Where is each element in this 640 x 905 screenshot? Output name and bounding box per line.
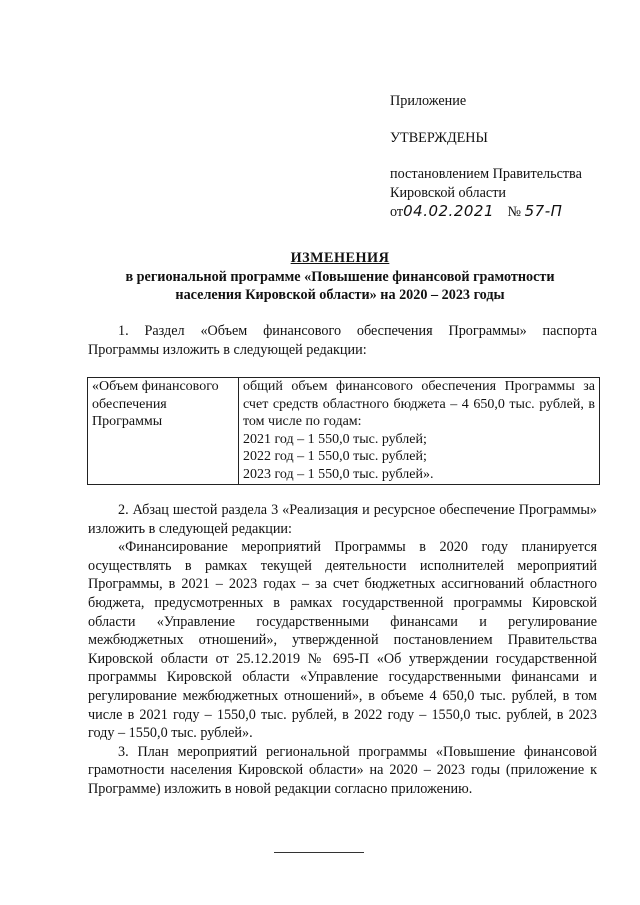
document-title <box>60 249 620 305</box>
table-label-cell: «Объем финансового обеспечения Программы <box>88 378 239 485</box>
handwritten-number: 57-П <box>524 202 563 221</box>
table-line: общий объем финансового обеспечения Программы за счет средств областного бюджета – 4 650,0 тыс. рублей, в том числе по годам: <box>243 379 595 430</box>
approved-by-line2: Кировской области <box>390 184 506 201</box>
paragraph-2-text: 2. Абзац шестой раздела 3 «Реализация и ресурсное обеспечение Программы» изложить в следующей редакции: <box>88 502 597 537</box>
paragraph-3-text: 3. План мероприятий региональной программы «Повышение финансовой грамотности населения Кировской области» на 2020 – 2023 годы (приложение к Программе) изложить в новой редакции согласно приложению. <box>88 743 597 797</box>
title-main: ИЗМЕНЕНИЯ <box>290 250 390 266</box>
table-line: 2022 год – 1 550,0 тыс. рублей; <box>243 449 427 465</box>
table-value-cell <box>239 378 600 485</box>
approved-label: УТВЕРЖДЕНЫ <box>390 129 488 146</box>
appendix-label: Приложение <box>390 93 467 109</box>
number-prefix: № <box>507 204 522 221</box>
approval-stamp <box>390 92 582 222</box>
title-sub-line1: в региональной программе «Повышение финансовой грамотности <box>125 268 555 285</box>
signature-divider <box>274 852 364 853</box>
handwritten-date: 04.02.2021 <box>403 202 494 221</box>
financing-table <box>87 377 600 485</box>
paragraph-2-quote: «Финансирование мероприятий Программы в 2020 году планируется осуществлять в рамках текущей деятельности исполнителей мероприятий Программы, в 2021 – 2023 годах – за счет бюджетных ассигнований областного бюджета, предусмотренных в рамках государственной программы Кировской области «Управление государственными финансами и регулирование межбюджетных отношений», утвержденной постановлением Правительства Кировской области от 25.12.2019 № 695-П «Об утверждении государственной программы Кировской области «Управление государственными финансами и регулирование межбюджетных отношений», в объеме 4 650,0 тыс. рублей, в том числе в 2021 году – 1550,0 тыс. рублей, в 2022 году – 1550,0 тыс. рублей, в 2023 году – 1550,0 тыс. рублей». <box>88 539 597 742</box>
approval-date-line <box>390 202 582 222</box>
title-sub-line2: населения Кировской области» на 2020 – 2023 годы <box>175 287 505 304</box>
paragraph-1 <box>88 322 597 359</box>
paragraph-2 <box>88 501 597 799</box>
approved-by-line1: постановлением Правительства <box>390 166 582 183</box>
table-line: 2021 год – 1 550,0 тыс. рублей; <box>243 431 427 447</box>
table-line: 2023 год – 1 550,0 тыс. рублей». <box>243 466 434 482</box>
table-row <box>88 378 600 485</box>
date-prefix: от <box>390 204 404 221</box>
paragraph-1-text: 1. Раздел «Объем финансового обеспечения Программы» паспорта Программы изложить в следующей редакции: <box>88 323 597 358</box>
